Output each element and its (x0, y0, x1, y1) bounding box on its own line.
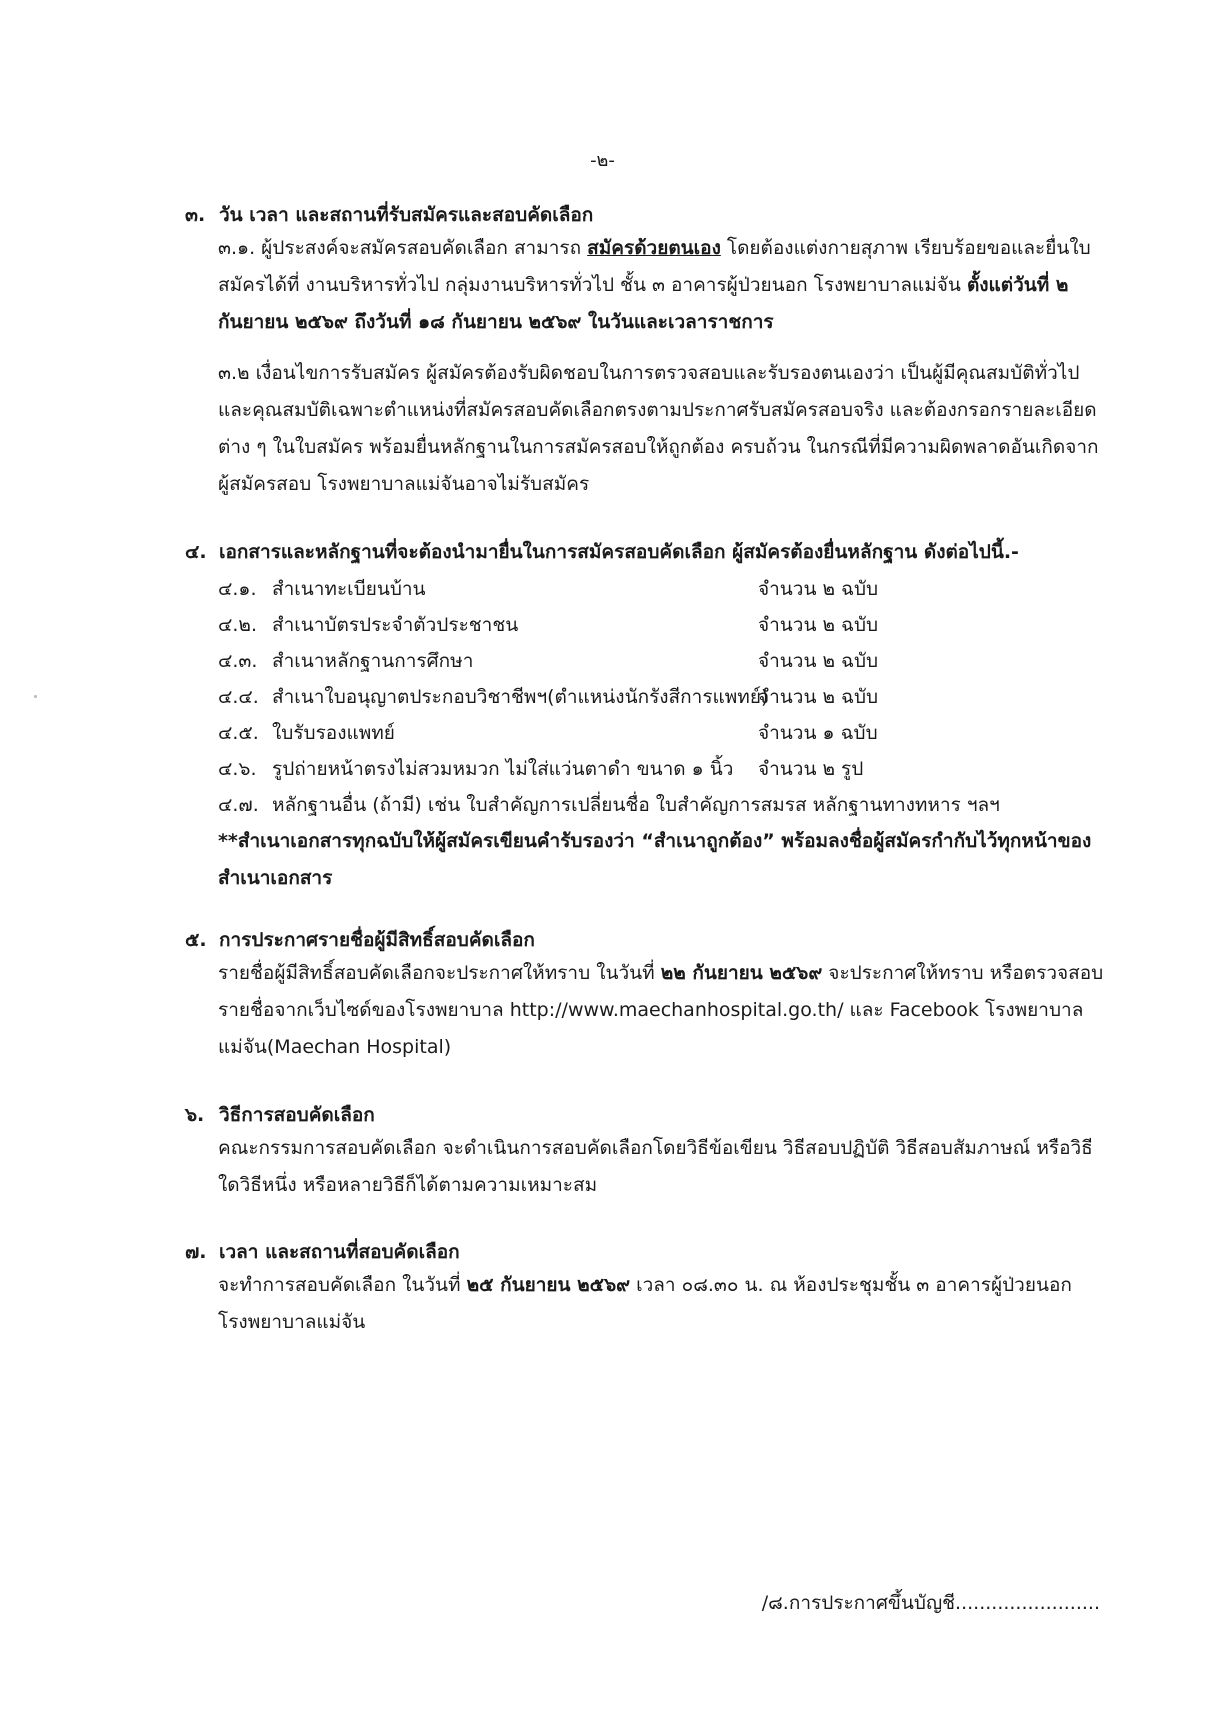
section-number: ๗. (185, 1241, 207, 1263)
item-text: รูปถ่ายหน้าตรงไม่สวมหมวก ไม่ใส่แว่นตาดำ ขนาด ๑ นิ้ว (272, 758, 734, 780)
page-number: -๒- (590, 150, 615, 171)
application-period: ตั้งแต่วันที่ ๒ กันยายน ๒๕๖๙ ถึงวันที่ ๑๘ กันยายน ๒๕๖๙ ในวันและเวลาราชการ (218, 274, 1069, 333)
section-title: เอกสารและหลักฐานที่จะต้องนำมายื่นในการสมัครสอบคัดเลือก ผู้สมัครต้องยื่นหลักฐาน ดังต่อไปนี้.- (219, 541, 1019, 563)
section-4 (185, 537, 1105, 897)
document-list (185, 571, 1105, 823)
section-title: วิธีการสอบคัดเลือก (219, 1104, 375, 1126)
document-item (218, 787, 1105, 823)
document-item (218, 571, 1105, 607)
item-text: หลักฐานอื่น (ถ้ามี) เช่น ใบสำคัญการเปลี่ยนชื่อ ใบสำคัญการสมรส หลักฐานทางทหาร ฯลฯ (272, 794, 1000, 816)
section-number: ๓. (185, 204, 206, 226)
emphasis-text: สมัครด้วยตนเอง (587, 237, 721, 259)
item-index: ๔.๒. (218, 614, 257, 636)
document-item (218, 679, 1105, 715)
text-span: จะทำการสอบคัดเลือก ในวันที่ (218, 1274, 467, 1296)
continuation-footer: /๘.การประกาศขึ้นบัญชี........................ (761, 1592, 1100, 1614)
section-5-heading (185, 925, 1105, 955)
item-text: สำเนาหลักฐานการศึกษา (272, 650, 474, 672)
section-7-paragraph (218, 1267, 1105, 1341)
item-index: ๔.๔. (218, 686, 259, 708)
section-number: ๖. (185, 1104, 205, 1126)
scan-speck (34, 695, 37, 698)
section-number: ๕. (185, 929, 207, 951)
item-text: สำเนาทะเบียนบ้าน (272, 578, 426, 600)
item-index: ๔.๖. (218, 758, 257, 780)
text-span: ๓.๑. ผู้ประสงค์จะสมัครสอบคัดเลือก สามารถ (218, 237, 588, 259)
section-7-heading (185, 1237, 1105, 1267)
item-text: สำเนาใบอนุญาตประกอบวิชาชีพฯ(ตำแหน่งนักรังสีการแพทย์) (272, 686, 769, 708)
item-text: สำเนาบัตรประจำตัวประชาชน (272, 614, 519, 636)
document-item (218, 643, 1105, 679)
item-quantity: จำนวน ๒ ฉบับ (758, 686, 879, 708)
text-span: จะประกาศให้ทราบ หรือตรวจสอบรายชื่อจากเว็บไซด์ของโรงพยาบาล http://www.maechanhospital.go.th/ และ Facebook โรงพยาบาลแม่จัน(Maechan Hospital) (218, 962, 1104, 1058)
section-4-heading (185, 537, 1105, 567)
section-title: เวลา และสถานที่สอบคัดเลือก (219, 1241, 460, 1263)
section-3 (185, 200, 1105, 503)
exam-date: ๒๕ กันยายน ๒๕๖๙ (466, 1274, 631, 1296)
item-index: ๔.๑. (218, 578, 257, 600)
text-span: รายชื่อผู้มีสิทธิ์สอบคัดเลือกจะประกาศให้ทราบ ในวันที่ (218, 962, 661, 984)
section-number: ๔. (185, 541, 207, 563)
item-quantity: จำนวน ๒ รูป (758, 758, 864, 780)
section-5 (185, 925, 1105, 1066)
section-5-paragraph (218, 955, 1105, 1066)
item-index: ๔.๕. (218, 722, 259, 744)
document-item (218, 715, 1105, 751)
section-3-2-paragraph: ๓.๒ เงื่อนไขการรับสมัคร ผู้สมัครต้องรับผิดชอบในการตรวจสอบและรับรองตนเองว่า เป็นผู้มีคุณสมบัติทั่วไป และคุณสมบัติเฉพาะตำแหน่งที่สมัครสอบคัดเลือกตรงตามประกาศรับสมัครสอบจริง และต้องกรอกรายละเอียดต่าง ๆ ในใบสมัคร พร้อมยื่นหลักฐานในการสมัครสอบให้ถูกต้อง ครบถ้วน ในกรณีที่มีความผิดพลาดอันเกิดจากผู้สมัครสอบ โรงพยาบาลแม่จันอาจไม่รับสมัคร (218, 362, 1099, 495)
section-7 (185, 1237, 1105, 1341)
item-text: ใบรับรองแพทย์ (272, 722, 395, 744)
certification-note: **สำเนาเอกสารทุกฉบับให้ผู้สมัครเขียนคำรับรองว่า “สำเนาถูกต้อง” พร้อมลงชื่อผู้สมัครกำกับไว้ทุกหน้าของสำเนาเอกสาร (218, 830, 1092, 889)
text-span: โดยต้องแต่งกายสุภาพ เรียบร้อยขอและยื่นใบสมัครได้ที่ งานบริหารทั่วไป กลุ่มงานบริหารทั่วไป ชั้น ๓ อาคารผู้ป่วยนอก โรงพยาบาลแม่จัน (218, 237, 1091, 296)
item-index: ๔.๗. (218, 794, 259, 816)
document-item (218, 607, 1105, 643)
text-span: เวลา ๐๘.๓๐ น. ณ ห้องประชุมชั้น ๓ อาคารผู้ป่วยนอก โรงพยาบาลแม่จัน (218, 1274, 1072, 1333)
section-3-1-paragraph (218, 230, 1105, 341)
item-quantity: จำนวน ๒ ฉบับ (758, 650, 879, 672)
item-quantity: จำนวน ๑ ฉบับ (758, 722, 878, 744)
section-3-heading (185, 200, 1105, 230)
announce-date: ๒๒ กันยายน ๒๕๖๙ (660, 962, 823, 984)
item-index: ๔.๓. (218, 650, 258, 672)
section-title: วัน เวลา และสถานที่รับสมัครและสอบคัดเลือก (219, 204, 594, 226)
document-item (218, 751, 1105, 787)
section-6 (185, 1100, 1105, 1204)
item-quantity: จำนวน ๒ ฉบับ (758, 578, 879, 600)
section-title: การประกาศรายชื่อผู้มีสิทธิ์สอบคัดเลือก (219, 929, 535, 951)
section-6-heading (185, 1100, 1105, 1130)
item-quantity: จำนวน ๒ ฉบับ (758, 614, 879, 636)
section-6-paragraph: คณะกรรมการสอบคัดเลือก จะดำเนินการสอบคัดเลือกโดยวิธีข้อเขียน วิธีสอบปฏิบัติ วิธีสอบสัมภาษณ์ หรือวิธีใดวิธีหนึ่ง หรือหลายวิธีก็ได้ตามความเหมาะสม (218, 1137, 1093, 1196)
